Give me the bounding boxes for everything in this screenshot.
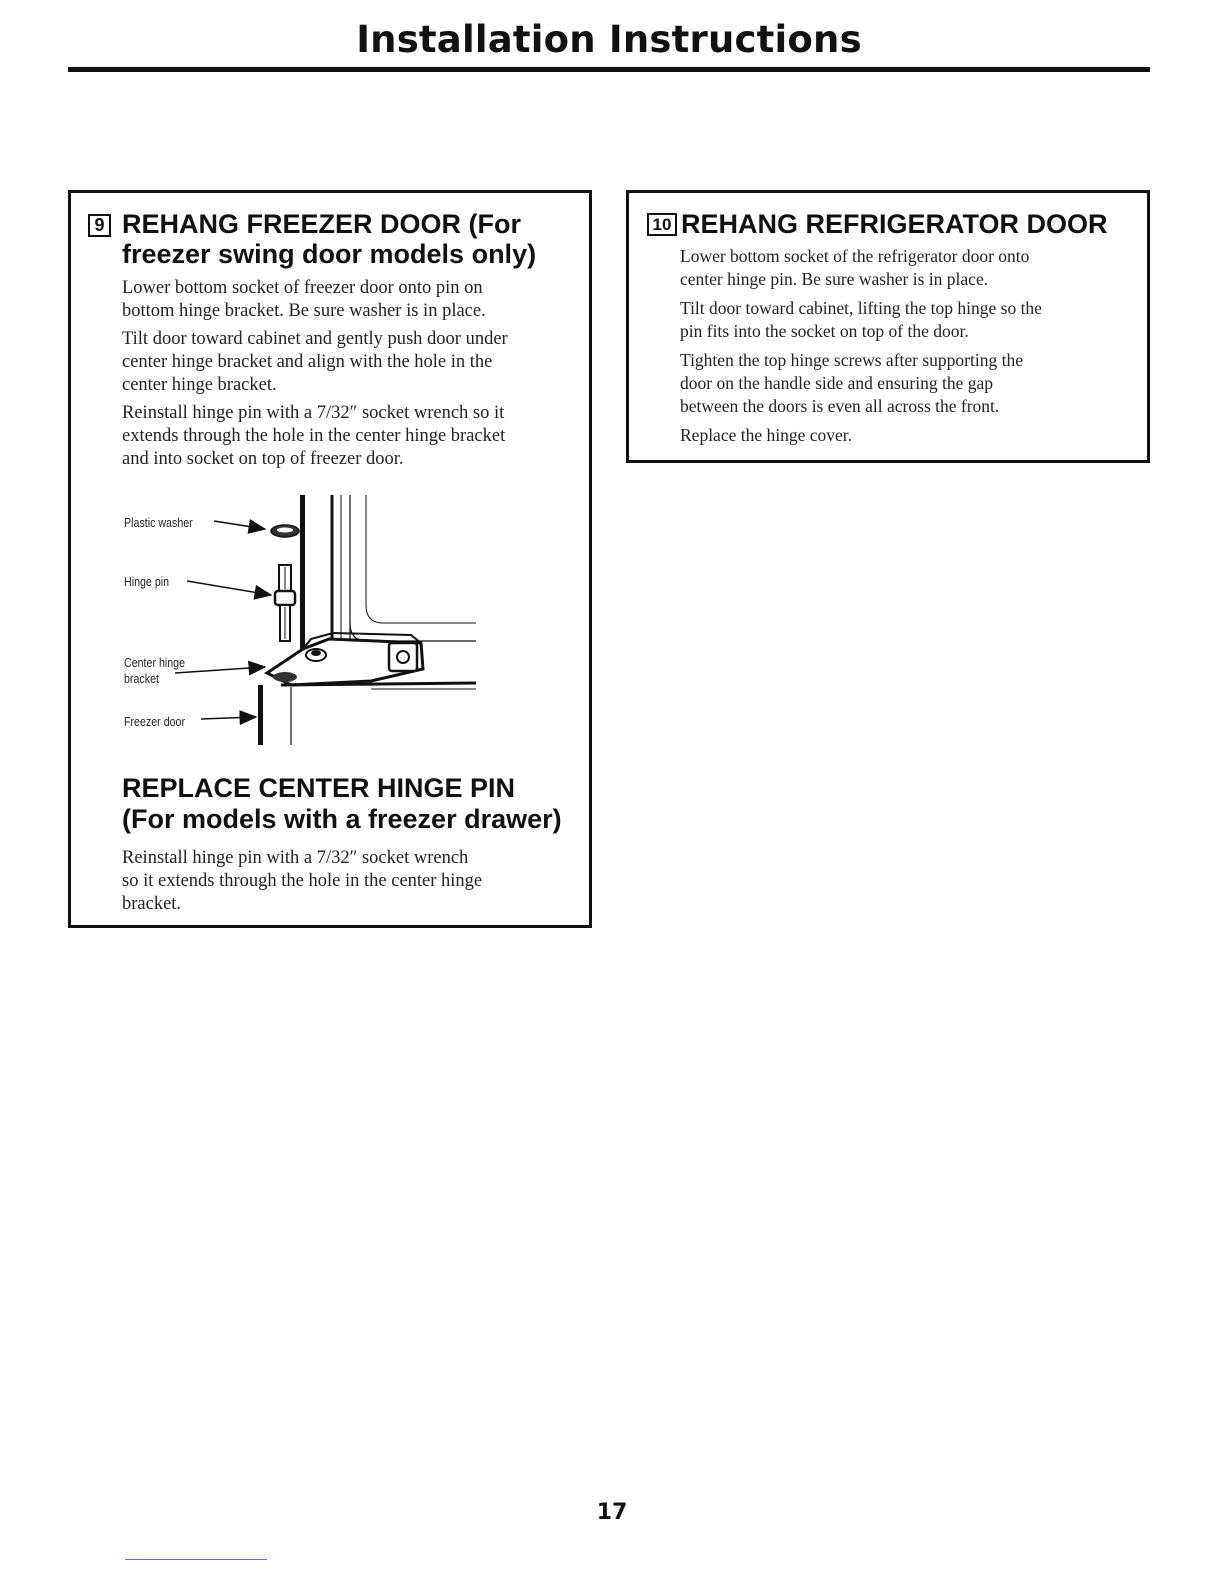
replace-pin-heading-line-2: (For models with a freezer drawer) bbox=[122, 804, 562, 834]
label-hinge-pin: Hinge pin bbox=[124, 574, 170, 589]
replace-pin-heading-line-1: REPLACE CENTER HINGE PIN bbox=[122, 773, 516, 803]
title-rule bbox=[68, 67, 1150, 72]
footer-line bbox=[125, 1559, 267, 1560]
replace-pin-paragraph: Reinstall hinge pin with a 7/32″ socket wrench so it extends through the hole in the center hinge bracket. bbox=[122, 848, 483, 914]
step-10-box bbox=[626, 190, 1150, 463]
step-10-paragraph-2: Tilt door toward cabinet, lifting the top hinge so the pin fits into the socket on top of the door. bbox=[680, 298, 1042, 341]
page-title: Installation Instructions bbox=[356, 18, 862, 61]
step-9-paragraph-3: Reinstall hinge pin with a 7/32″ socket wrench so it extends through the hole in the center hinge bracket and into socket on top of freezer door. bbox=[122, 403, 506, 469]
step-10-paragraph-3: Tighten the top hinge screws after supporting the door on the handle side and ensuring the gap between the doors is even all across the front. bbox=[680, 350, 1023, 416]
door-leader-arrow bbox=[201, 717, 256, 719]
step-9-paragraph-1: Lower bottom socket of freezer door onto pin on bottom hinge bracket. Be sure washer is in place. bbox=[122, 278, 486, 321]
step-9-heading-line-1: REHANG FREEZER DOOR (For bbox=[122, 209, 522, 239]
hinge-pin-shape bbox=[275, 565, 295, 641]
label-plastic-washer: Plastic washer bbox=[124, 515, 193, 530]
freezer-door-edge bbox=[258, 685, 263, 745]
step-9-heading-line-2: freezer swing door models only) bbox=[122, 239, 537, 269]
door-bottom-curve bbox=[350, 623, 476, 641]
step-10-paragraph-4: Replace the hinge cover. bbox=[680, 425, 853, 445]
step-10-number: 10 bbox=[647, 213, 677, 236]
page-number: 17 bbox=[596, 1500, 628, 1525]
door-panel-curve bbox=[366, 495, 476, 623]
step-10-heading: REHANG REFRIGERATOR DOOR bbox=[681, 209, 1108, 239]
label-center-hinge-bracket: Center hinge bracket bbox=[124, 655, 186, 686]
pin-leader-arrow bbox=[187, 581, 271, 595]
label-freezer-door: Freezer door bbox=[124, 714, 186, 729]
step-9-paragraph-2: Tilt door toward cabinet and gently push door under center hinge bracket and align with the hole in the center hinge bracket. bbox=[122, 329, 508, 395]
freezer-door-top-line bbox=[281, 683, 476, 685]
step-9-number: 9 bbox=[88, 214, 111, 237]
step-10-paragraph-1: Lower bottom socket of the refrigerator door onto center hinge pin. Be sure washer is in place. bbox=[680, 246, 1030, 289]
bracket-leader-arrow bbox=[175, 667, 265, 673]
washer-leader-arrow bbox=[214, 521, 265, 529]
step-9-box bbox=[68, 190, 592, 928]
